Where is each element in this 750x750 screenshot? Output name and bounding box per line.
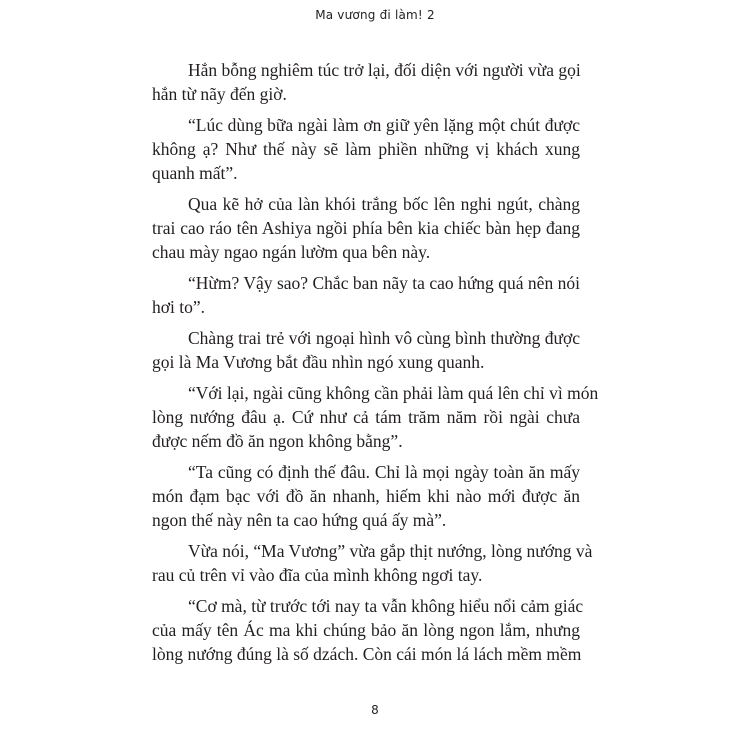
text-line: “Lúc dùng bữa ngài làm ơn giữ yên lặng một chút được	[188, 115, 580, 135]
paragraph	[152, 192, 580, 264]
text-line: “Cơ mà, từ trước tới nay ta vẫn không hiểu nổi cảm giác	[188, 596, 584, 616]
page-number: 8	[371, 703, 379, 717]
text-line: trai cao ráo tên Ashiya ngồi phía bên kia chiếc bàn hẹp đang	[152, 218, 580, 238]
paragraph	[152, 460, 580, 532]
text-line: hắn từ nãy đến giờ.	[152, 84, 287, 104]
text-line: được nếm đồ ăn ngon không bằng”.	[152, 431, 403, 451]
text-line: ngon thế này nên ta cao hứng quá ấy mà”.	[152, 510, 447, 530]
text-line: Vừa nói, “Ma Vương” vừa gắp thịt nướng, lòng nướng và	[188, 541, 593, 561]
paragraph	[152, 539, 593, 587]
text-line: chau mày ngao ngán lườm qua bên này.	[152, 242, 431, 262]
page-body	[152, 58, 599, 673]
text-line: của mấy tên Ác ma khi chúng bảo ăn lòng ngon lắm, nhưng	[152, 620, 580, 640]
text-line: không ạ? Như thế này sẽ làm phiền những vị khách xung	[152, 139, 580, 159]
text-line: Hắn bỗng nghiêm túc trở lại, đối diện với người vừa gọi	[188, 60, 581, 80]
text-line: quanh mất”.	[152, 163, 238, 183]
text-line: Qua kẽ hở của làn khói trắng bốc lên nghi ngút, chàng	[188, 194, 580, 214]
paragraph	[152, 113, 580, 185]
text-line: lòng nướng đúng là số dzách. Còn cái món lá lách mềm mềm	[152, 644, 582, 664]
text-line: món đạm bạc với đồ ăn nhanh, hiếm khi nào mới được ăn	[152, 486, 580, 506]
text-line: “Hừm? Vậy sao? Chắc ban nãy ta cao hứng quá nên nói	[188, 273, 580, 293]
text-line: lòng nướng đâu ạ. Cứ như cả tám trăm năm rồi ngài chưa	[152, 407, 580, 427]
paragraph	[152, 594, 584, 666]
text-line: “Ta cũng có định thế đâu. Chỉ là mọi ngày toàn ăn mấy	[188, 462, 580, 482]
text-line: Chàng trai trẻ với ngoại hình vô cùng bình thường được	[188, 328, 580, 348]
paragraph	[152, 271, 580, 319]
text-line: rau củ trên vỉ vào đĩa của mình không ngơi tay.	[152, 565, 483, 585]
text-line: “Với lại, ngài cũng không cần phải làm quá lên chỉ vì món	[188, 383, 599, 403]
paragraph	[152, 326, 580, 374]
text-line: gọi là Ma Vương bắt đầu nhìn ngó xung quanh.	[152, 352, 485, 372]
paragraph	[152, 58, 580, 106]
text-line: hơi to”.	[152, 297, 205, 317]
paragraph	[152, 381, 599, 453]
running-header: Ma vương đi làm! 2	[315, 8, 435, 22]
